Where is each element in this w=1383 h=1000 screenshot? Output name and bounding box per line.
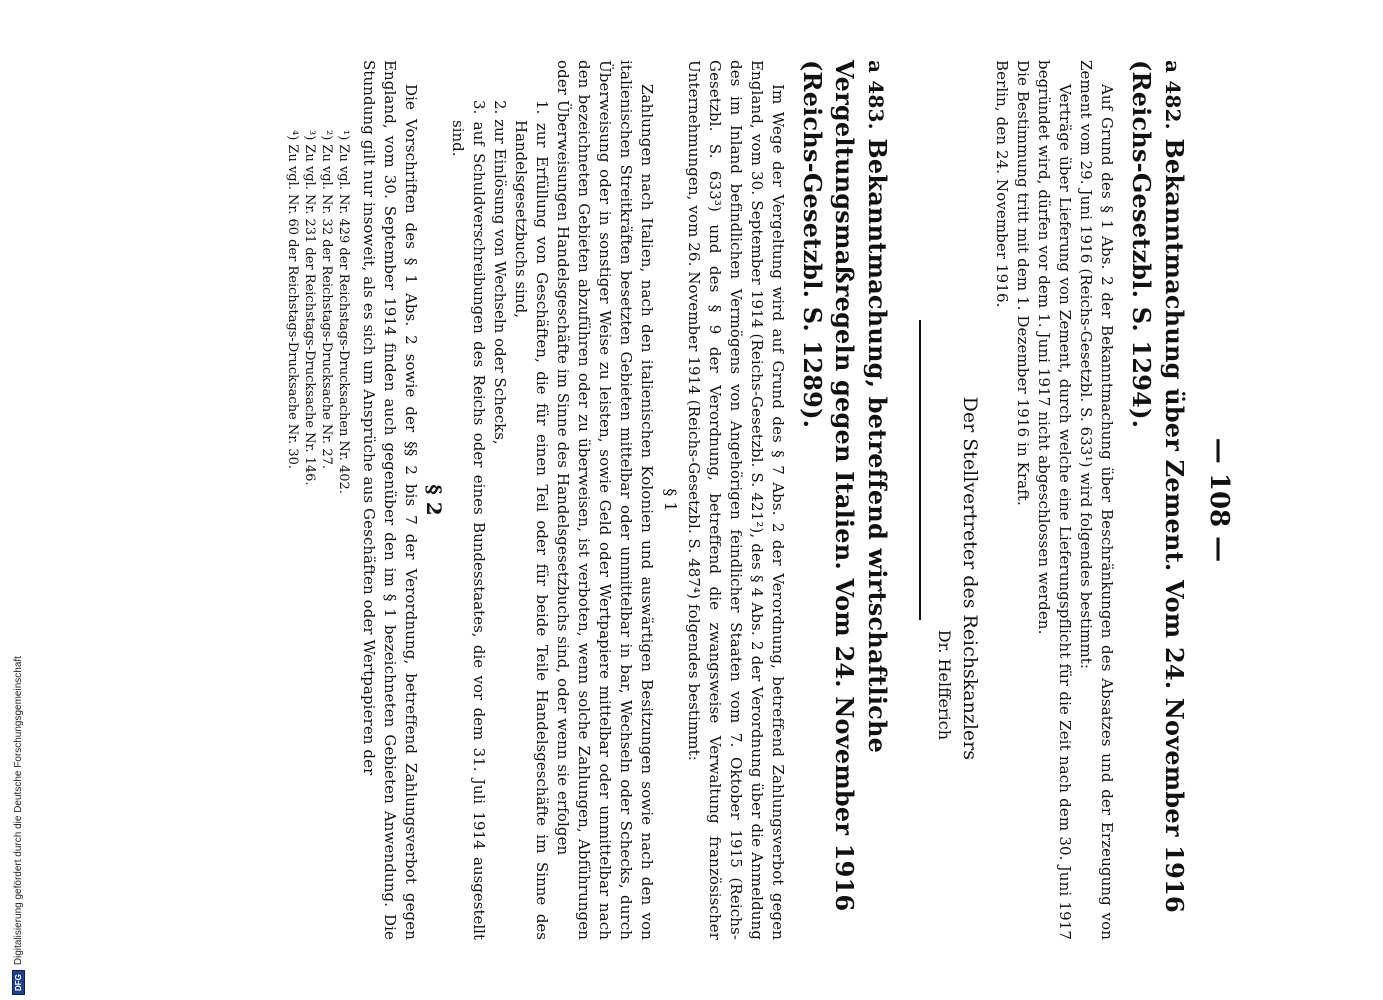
- credit-text: Digitalisierung gefördert durch die Deutsche Forschungsgemeinschaft: [13, 656, 24, 966]
- digitization-credit: [0, 605, 22, 995]
- section-1-text: Zahlungen nach Italien, nach den italienischen Kolonien und auswärtigen Besitzungen sowie nach den von italienischen Streitkräften besetzten Gebieten mittelbar oder unmittelbar in bar, Wechseln oder Schecks, durch Überweisung oder in sonstiger Weise zu leisten, sowie Geld oder Wertpapiere mittelbar oder unmittelbar nach den bezeichneten Gebieten abzuführen oder zu überweisen, ist verboten, wenn solche Zahlungen, Abführungen oder Überweisungen Handelsgeschäfte im Sinne des Handelsgesetzbuchs sind, oder wenn sie erfolgen: [554, 60, 656, 940]
- notice-483-number: a 483.: [864, 60, 888, 130]
- notice-482-date: Berlin, den 24. November 1916.: [993, 60, 1011, 308]
- list-item: 2. zur Einlösung von Wechseln oder Schecks,: [491, 100, 509, 445]
- footnote: ³) Zu vgl. Nr. 231 der Reichstags-Drucksache Nr. 146.: [302, 130, 317, 486]
- notice-482-signature-title: Der Stellvertreter des Reichskanzlers: [959, 396, 981, 760]
- section-divider: [919, 320, 921, 620]
- page-number: — 108 —: [1204, 437, 1234, 563]
- section-1-mark: § 1: [661, 488, 680, 512]
- notice-482-title: Bekanntmachung über Zement. Vom 24. November 1916 (Reichs-Gesetzbl. S. 1294).: [1127, 60, 1189, 913]
- notice-482-number: a 482.: [1161, 60, 1185, 130]
- notice-482-signature-name: Dr. Helfferich: [935, 629, 954, 740]
- notice-482-paragraph-1: Auf Grund des § 1 Abs. 2 der Bekanntmachung über Beschränkungen des Absatzes und der Erzeugung von Zement vom 29. Juni 1916 (Reichs-Gesetzbl. S. 633¹) wird folgendes bestimmt:: [1077, 60, 1116, 940]
- section-1-list: [447, 60, 552, 940]
- footnotes: [284, 60, 352, 940]
- footnote: ¹) Zu vgl. Nr. 429 der Reichstags-Drucksachen Nr. 402.: [336, 130, 351, 494]
- footnote: ²) Zu vgl. Nr. 32 der Reichstags-Drucksache Nr. 27.: [319, 130, 334, 469]
- notice-482-paragraph-2: Verträge über Lieferung von Zement, durch welche eine Lieferungspflicht für die Zeit nach dem 30. Juni 1917 begründet wird, dürfen vor dem 1. Juni 1917 nicht abgeschlossen werden.: [1035, 60, 1074, 940]
- section-2-text: Die Vorschriften des § 1 Abs. 2 sowie der §§ 2 bis 7 der Verordnung, betreffend Zahlungsverbot gegen England, vom 30. September 1914 finden auch gegenüber den im § 1 bezeichneten Gebieten Anwendung. Die Stundung gilt nur insoweit, als es sich um Ansprüche aus Geschäften oder Wertpapieren der: [360, 60, 420, 940]
- notice-483-title: Bekanntmachung, betreffend wirtschaftliche Vergeltungsmaßregeln gegen Italien. Vom 24. November 1916 (Reichs-Gesetzbl. S. 1289).: [798, 60, 892, 912]
- notice-482-heading: [1125, 60, 1190, 940]
- notice-483-intro: Im Wege der Vergeltung wird auf Grund des § 7 Abs. 2 der Verordnung, betreffend Zahlungsverbot gegen England, vom 30. September 1914 (Reichs-Gesetzbl. S. 421²), des § 4 Abs. 2 der Verordnung über die Anmeldung des im Inland befindlichen Vermögens von Angehörigen feindlicher Staaten vom 7. Oktober 1915 (Reichs-Gesetzbl. S. 633³) und des § 9 der Verordnung, betreffend die zwangsweise Verwaltung französischer Unternehmungen, vom 26. November 1914 (Reichs-Gesetzbl. S. 487⁴) folgendes bestimmt:: [685, 60, 787, 940]
- footnote: ⁴) Zu vgl. Nr. 60 der Reichstags-Drucksache Nr. 30.: [285, 130, 300, 469]
- list-item: 3. auf Schuldverschreibungen des Reichs oder eines Bundesstaates, die vor dem 31. Juli 1914 ausgestellt sind.: [449, 100, 488, 940]
- dfg-logo-icon: DFG: [12, 970, 25, 995]
- notice-482-paragraph-3: Die Bestimmung tritt mit dem 1. Dezember 1916 in Kraft.: [1014, 60, 1032, 506]
- section-2-mark: § 2: [422, 484, 446, 516]
- notice-483-heading: [796, 60, 893, 940]
- rotated-document-page: [170, 0, 1250, 1000]
- list-item: 1. zur Erfüllung von Geschäften, die für einen Teil oder für beide Teile Handelsgeschäfte im Sinne des Handelsgesetzbuchs sind,: [512, 100, 551, 940]
